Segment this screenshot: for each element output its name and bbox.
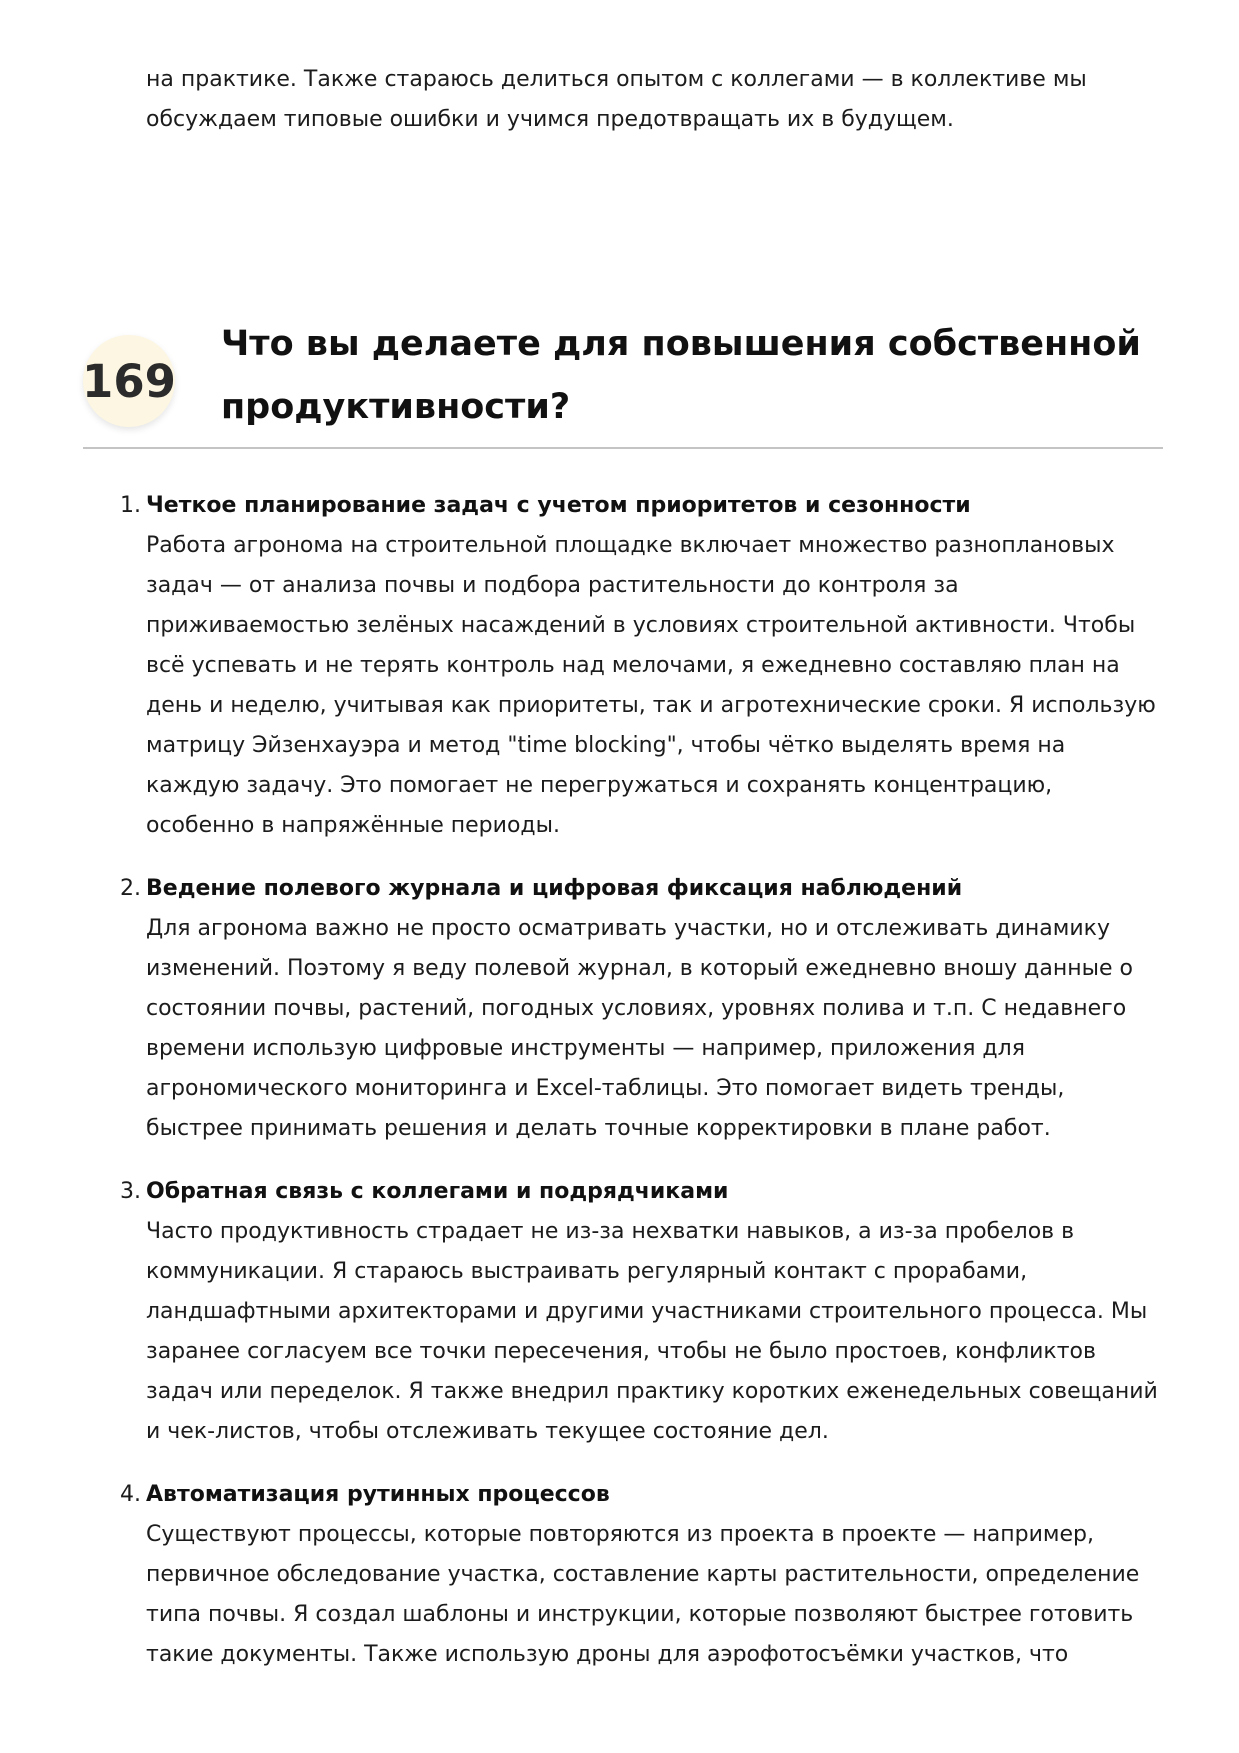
question-title: Что вы делаете для повышения собственной продуктивности? — [221, 324, 1141, 427]
intro-paragraph: на практике. Также стараюсь делиться опытом с коллегами — в коллективе мы обсуждаем типовые ошибки и учимся предотвращать их в будущем. — [146, 67, 1087, 132]
answer-list — [120, 486, 1160, 1698]
list-item-text: Существуют процессы, которые повторяются из проекта в проекте — например, первичное обследование участка, составление карты растительности, определение типа почвы. Я создал шаблоны и инструкции, которые позволяют быстрее готовить такие документы. Также использую дроны для аэрофотосъёмки участков, что — [146, 1522, 1140, 1667]
list-item-text: Работа агронома на строительной площадке включает множество разноплановых задач — от анализа почвы и подбора растительности до контроля за приживаемостью зелёных насаждений в условиях строительной активности. Чтобы всё успевать и не терять контроль над мелочами, я ежедневно составляю план на день и неделю, учитывая как приоритеты, так и агротехнические сроки. Я использую матрицу Эйзенхауэра и метод "time blocking", чтобы чётко выделять время на каждую задачу. Это помогает не перегружаться и сохранять концентрацию, особенно в напряжённые периоды. — [146, 533, 1156, 838]
list-item-number: 4. — [120, 1482, 141, 1507]
list-item-number: 1. — [120, 493, 141, 518]
list-item-title: Автоматизация рутинных процессов — [146, 1482, 610, 1507]
list-item-title: Ведение полевого журнала и цифровая фиксация наблюдений — [146, 876, 963, 901]
list-item-text: Для агронома важно не просто осматривать участки, но и отслеживать динамику изменений. Поэтому я веду полевой журнал, в который ежедневно вношу данные о состоянии почвы, растений, погодных условиях, уровнях полива и т.п. С недавнего времени использую цифровые инструменты — например, приложения для агрономического мониторинга и Excel-таблицы. Это помогает видеть тренды, быстрее принимать решения и делать точные корректировки в плане работ. — [146, 916, 1134, 1141]
list-item — [120, 1475, 1160, 1675]
list-item — [120, 1172, 1160, 1452]
list-item-title: Обратная связь с коллегами и подрядчиками — [146, 1179, 729, 1204]
list-item-title: Четкое планирование задач с учетом приоритетов и сезонности — [146, 493, 971, 518]
question-number-badge: 169 — [83, 335, 175, 427]
list-item-number: 3. — [120, 1179, 141, 1204]
list-item — [120, 869, 1160, 1149]
list-item-number: 2. — [120, 876, 141, 901]
list-item-text: Часто продуктивность страдает не из-за нехватки навыков, а из-за пробелов в коммуникации. Я стараюсь выстраивать регулярный контакт с прорабами, ландшафтными архитекторами и другими участниками строительного процесса. Мы заранее согласуем все точки пересечения, чтобы не было простоев, конфликтов задач или переделок. Я также внедрил практику коротких еженедельных совещаний и чек-листов, чтобы отслеживать текущее состояние дел. — [146, 1219, 1158, 1444]
question-header — [83, 313, 1163, 449]
list-item — [120, 486, 1160, 846]
